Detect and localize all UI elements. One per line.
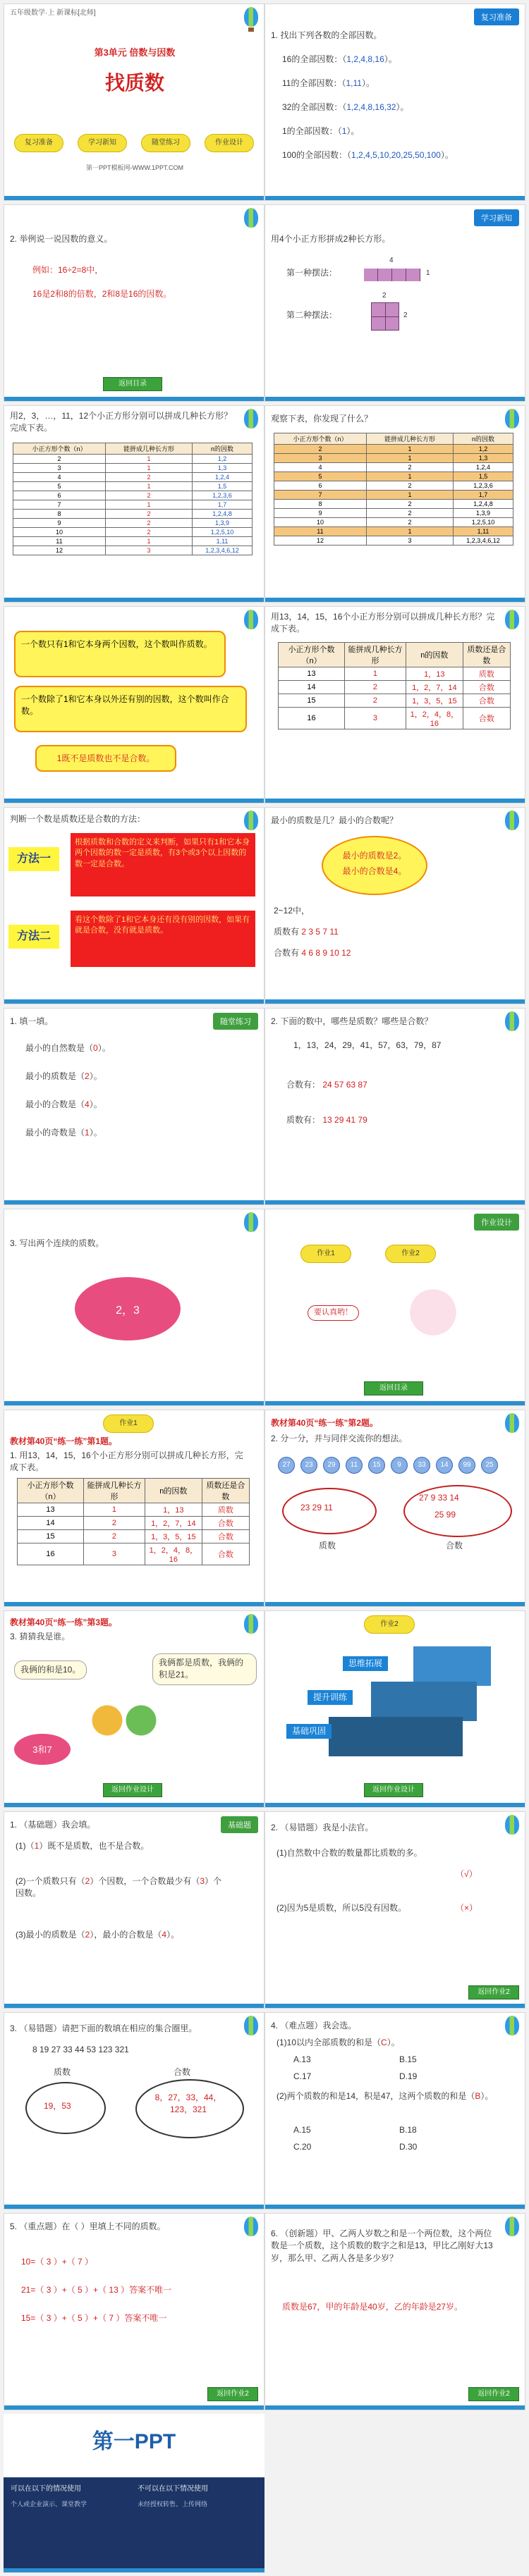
balloon-icon <box>505 811 519 830</box>
slide-smallest <box>264 807 525 1004</box>
key-row-2: 21=（ 3 ）+（ 5 ）+（ 13 ）答案不唯一 <box>21 2285 172 2295</box>
table-header: 能拼成几种长方形 <box>366 433 453 445</box>
table-question: 用2，3，…，11，12个小正方形分别可以拼成几种长方形？完成下表。 <box>10 411 233 433</box>
factor-row: 32的全部因数：（1,2,4,8,16,32）。 <box>282 102 409 112</box>
table-header: 能拼成几种长方形 <box>345 643 406 667</box>
table-row: 14 2 1，2，7，14 合数 <box>279 681 511 694</box>
table-row: 15 2 1，3，5，15 合数 <box>18 1530 250 1543</box>
table-row: 16 3 1，2，4，8，16 合数 <box>279 708 511 729</box>
table-row: 13 1 1，13 质数 <box>18 1503 250 1517</box>
composite-set-values-2: 25 99 <box>434 1510 456 1520</box>
prime-definition: 一个数只有1和它本身两个因数，这个数叫作质数。 <box>14 631 226 677</box>
classify-question: 2. 分一分，并与同伴交流你的想法。 <box>271 1434 408 1443</box>
balloon-icon <box>244 2016 258 2035</box>
rectangle-1x4 <box>364 269 420 281</box>
new-lesson-button[interactable]: 学习新知 <box>78 134 127 152</box>
observe-question: 观察下表，你发现了什么？ <box>271 414 373 424</box>
reminder-bubble: 要认真哟！ <box>308 1305 359 1321</box>
slide-homework-1 <box>4 1410 264 1607</box>
key-row-1: 10=（ 3 ）+（ 7 ） <box>21 2257 94 2267</box>
table-row: 7 1 1,7 <box>274 491 513 500</box>
choose-option[interactable]: D.30 <box>399 2142 418 2152</box>
balloon-icon <box>505 1011 519 1031</box>
choose-item-1: (1)10以内全部质数的和是（C）。 <box>276 2038 400 2047</box>
slide-homework-2-menu <box>264 1610 525 1808</box>
homework-button[interactable]: 作业设计 <box>205 134 254 152</box>
practice-badge: 随堂练习 <box>213 1013 258 1030</box>
slide-choose <box>264 2012 525 2210</box>
table-row: 8 2 1,2,4,8 <box>274 500 513 509</box>
choose-option[interactable]: C.17 <box>293 2071 312 2081</box>
answer-cloud <box>75 1277 181 1341</box>
slide-observe <box>264 405 525 603</box>
rectangle-table <box>13 443 253 555</box>
choose-item-2: (2)两个质数的和是14，积是47，这两个质数的和是（B）。 <box>276 2091 494 2101</box>
table-row: 6 2 1,2,3,6 <box>13 491 253 500</box>
step-basic-button[interactable]: 基础巩固 <box>286 1724 332 1739</box>
slide-table-13-16 <box>264 606 525 803</box>
cover-footer: 第一PPT模板网-WWW.1PPT.COM <box>86 164 183 171</box>
classify-source: 教材第40页“练一练”第2题。 <box>271 1418 379 1428</box>
judge-mark-1: （√） <box>456 1869 478 1879</box>
forbidden-text: 未经授权转售、上传网络 <box>138 2501 208 2508</box>
slide-cover <box>4 4 264 201</box>
method-1-text: 根据质数和合数的定义来判断，如果只有1和它本身两个因数的数一定是质数，有3个或3个以上因数的数一定是合数。 <box>71 833 255 896</box>
innovation-question: 6. （创新题）甲、乙两人岁数之和是一个两位数，这个两位数是一个质数，这个质数的数字之和是13，甲比乙刚好大13岁，那么甲、乙两人各是多少岁？ <box>271 2229 493 2263</box>
slide-practice-3 <box>4 1209 264 1406</box>
slide-homework-menu <box>264 1209 525 1406</box>
speech-sum: 我俩的和是10。 <box>14 1660 87 1680</box>
sets-prime-values: 19，53 <box>44 2101 71 2111</box>
smallest-answer-bubble <box>322 836 427 895</box>
choose-option[interactable]: A.13 <box>293 2054 311 2064</box>
table2-question: 用13，14，15，16个小正方形分别可以拼成几种长方形？完成下表。 <box>271 612 495 634</box>
table-row: 4 2 1,2,4 <box>274 463 513 472</box>
guess-source: 教材第40页“练一练”第3题。 <box>10 1617 118 1627</box>
primes-2-12: 质数有 2 3 5 7 11 <box>274 927 339 937</box>
back-to-menu-button[interactable]: 返回目录 <box>364 1381 423 1395</box>
factor-row: 1的全部因数：（1）。 <box>282 126 360 136</box>
balloon-icon <box>244 811 258 830</box>
fill-row: 最小的合数是（4）。 <box>25 1099 102 1109</box>
basic-item-1: (1)（1）既不是质数，也不是合数。 <box>16 1841 150 1851</box>
number-ball: 23 <box>300 1457 317 1474</box>
prime-set-label: 质数 <box>319 1541 336 1551</box>
factor-row: 16的全部因数：（1,2,4,8,16）。 <box>282 54 397 64</box>
factor-row: 11的全部因数：（1,11）。 <box>282 78 375 88</box>
slide-basic <box>4 1811 264 2009</box>
observe-table <box>274 433 513 546</box>
table-row: 5 1 1,5 <box>13 482 253 491</box>
prime-composite-table <box>278 642 511 729</box>
consecutive-primes-answer: 2，3 <box>116 1305 140 1317</box>
number-ball: 14 <box>436 1457 453 1474</box>
number-ball: 11 <box>346 1457 363 1474</box>
sets-question: 3. （易错题）请把下面的数填在相应的集合圈里。 <box>10 2023 197 2033</box>
judge-item-2: (2)因为5是质数，所以5没有因数。 <box>276 1903 407 1913</box>
practice-2-primes: 质数有： 13 29 41 79 <box>286 1115 367 1125</box>
number-ball: 15 <box>368 1457 385 1474</box>
practice-2-composites: 合数有： 24 57 63 87 <box>286 1080 367 1090</box>
smallest-question: 最小的质数是几？最小的合数呢？ <box>271 815 399 825</box>
table-row: 5 1 1,5 <box>274 472 513 481</box>
table-header: n的因数 <box>193 443 253 455</box>
table-row: 11 1 1,11 <box>274 527 513 536</box>
step-improve-button[interactable]: 提升训练 <box>308 1690 353 1705</box>
balloon-icon <box>505 1413 519 1433</box>
one-note: 1既不是质数也不是合数。 <box>35 745 176 772</box>
rectangle-question: 用4个小正方形拼成2种长方形。 <box>271 234 391 244</box>
sets-composite-label: 合数 <box>174 2067 191 2077</box>
meaning-example-1: 例如：16÷2=8中， <box>32 265 104 275</box>
composite-set-values-1: 27 9 33 14 <box>419 1493 459 1503</box>
table-header: 质数还是合数 <box>202 1479 249 1503</box>
slide-practice-1 <box>4 1008 264 1205</box>
guess-answer: 3和7 <box>32 1744 52 1755</box>
judge-question: 2. （易错题）我是小法官。 <box>271 1823 374 1832</box>
sets-prime-label: 质数 <box>54 2067 71 2077</box>
balloon-icon <box>505 2016 519 2035</box>
slide-innovation <box>264 2213 525 2410</box>
practice-1-question: 1. 填一填。 <box>10 1016 54 1026</box>
choose-option[interactable]: A.15 <box>293 2125 311 2135</box>
homework-1-table <box>17 1478 250 1565</box>
innovation-answer: 质数是67，甲的年龄是40岁，乙的年龄是27岁。 <box>282 2302 463 2312</box>
sets-composite-values: 8，27，33，44，123，321 <box>154 2093 222 2115</box>
slide-key-point <box>4 2213 264 2410</box>
judge-mark-2: （×） <box>456 1903 478 1913</box>
cover-header: 五年级数学·上 新课标[北师] <box>10 9 96 17</box>
slide-new-lesson <box>264 204 525 402</box>
homework-1-question: 1. 用13，14，15，16个小正方形分别可以拼成几种长方形，完成下表。 <box>10 1450 243 1473</box>
slide-sets <box>4 2012 264 2210</box>
homework-1-tag: 作业1 <box>103 1415 154 1433</box>
homework-badge: 作业设计 <box>474 1214 519 1231</box>
slide-guess <box>4 1610 264 1808</box>
fill-row: 最小的自然数是（0）。 <box>25 1043 111 1053</box>
balloon-icon <box>505 1815 519 1835</box>
table-header: 能拼成几种长方形 <box>105 443 192 455</box>
key-row-3: 15=（ 3 ）+（ 5 ）+（ 7 ）答案不唯一 <box>21 2313 167 2323</box>
step-extend-button[interactable]: 思维拓展 <box>343 1656 388 1671</box>
table-row: 4 2 1,2,4 <box>13 473 253 482</box>
back-to-homework-2-button[interactable]: 返回作业2 <box>468 1985 519 1999</box>
method-2-label: 第二种摆法： <box>286 310 338 320</box>
smallest-prime-answer: 最小的质数是2。 <box>342 851 407 861</box>
slide-judge <box>264 1811 525 2009</box>
choose-option[interactable]: D.19 <box>399 2071 418 2081</box>
back-to-homework-2-button[interactable]: 返回作业2 <box>207 2387 258 2401</box>
meaning-example-2: 16是2和8的倍数，2和8是16的因数。 <box>32 289 172 299</box>
table-row: 12 3 1,2,3,4,6,12 <box>13 546 253 555</box>
table-row: 2 1 1,2 <box>13 455 253 464</box>
prime-set-values: 23 29 11 <box>300 1503 333 1512</box>
homework-1-button[interactable]: 作业1 <box>300 1245 351 1263</box>
review-button[interactable]: 复习准备 <box>14 134 63 152</box>
table-row: 2 1 1,2 <box>274 445 513 454</box>
rect2-length: 2 <box>382 292 387 300</box>
table-header: 质数还是合数 <box>463 643 510 667</box>
step-bottom <box>329 1717 463 1756</box>
basic-item-3: (3)最小的质数是（2），最小的合数是（4）。 <box>16 1930 180 1940</box>
choose-option[interactable]: B.18 <box>399 2125 417 2135</box>
table-row: 10 2 1,2,5,10 <box>13 528 253 537</box>
cover-title: 找质数 <box>104 72 164 94</box>
method-2-label-box: 方法二 <box>8 925 59 949</box>
rectangle-2x2 <box>371 302 399 331</box>
allowed-text: 个人或企业演示、课堂教学 <box>11 2501 87 2508</box>
basic-item-2: (2)一个质数只有（2）个因数，一个合数最少有（3）个因数。 <box>16 1876 222 1899</box>
table-row: 8 2 1,2,4,8 <box>13 510 253 519</box>
slide-table-fill <box>4 405 264 603</box>
slide-methods <box>4 807 264 1004</box>
review-question: 1. 找出下列各数的全部因数。 <box>271 30 382 40</box>
slide-factor-meaning <box>4 204 264 402</box>
balloon-icon <box>244 1614 258 1634</box>
choose-option[interactable]: C.20 <box>293 2142 312 2152</box>
cover-unit: 第3单元 倍数与因数 <box>94 47 176 58</box>
balloon-icon <box>244 2217 258 2236</box>
balloon-icon <box>244 409 258 429</box>
fill-row: 最小的奇数是（1）。 <box>25 1128 102 1138</box>
table-row: 14 2 1，2，7，14 合数 <box>18 1517 250 1530</box>
back-to-menu-button[interactable]: 返回目录 <box>103 377 162 391</box>
new-lesson-badge: 学习新知 <box>474 209 519 226</box>
number-ball: 25 <box>481 1457 498 1474</box>
table-header: n的因数 <box>406 643 463 667</box>
allowed-title: 可以在以下的情况使用 <box>11 2485 81 2493</box>
meaning-question: 2. 举例说一说因数的意义。 <box>10 234 113 244</box>
basic-badge: 基础题 <box>221 1816 258 1833</box>
composite-set-label: 合数 <box>446 1541 463 1551</box>
key-question: 5. （重点题）在（ ）里填上不同的质数。 <box>10 2221 166 2231</box>
slide-review <box>264 4 525 201</box>
fill-row: 最小的质数是（2）。 <box>25 1071 102 1081</box>
back-to-homework-button[interactable]: 返回作业设计 <box>103 1783 162 1797</box>
number-ball: 27 <box>278 1457 295 1474</box>
table-row: 3 1 1,3 <box>13 464 253 473</box>
range-label: 2~12中， <box>274 906 310 916</box>
method-2-text: 看这个数除了1和它本身还有没有别的因数，如果有就是合数，没有就是质数。 <box>71 911 255 967</box>
choose-question: 4. （难点题）我会选。 <box>271 2021 357 2030</box>
homework-2-tag: 作业2 <box>364 1615 415 1634</box>
method-1-label-box: 方法一 <box>8 847 59 871</box>
practice-button[interactable]: 随堂练习 <box>141 134 190 152</box>
slide-practice-2 <box>264 1008 525 1205</box>
homework-2-button[interactable]: 作业2 <box>385 1245 436 1263</box>
balloon-icon <box>505 2217 519 2236</box>
table-header: n的因数 <box>454 433 513 445</box>
choose-option[interactable]: B.15 <box>399 2054 417 2064</box>
number-ball: 29 <box>323 1457 340 1474</box>
table-header: 能拼成几种长方形 <box>84 1479 145 1503</box>
composites-2-12: 合数有 4 6 8 9 10 12 <box>274 948 351 958</box>
review-badge: 复习准备 <box>474 8 519 25</box>
practice-3-question: 3. 写出两个连续的质数。 <box>10 1238 104 1248</box>
table-row: 15 2 1，3，5，15 合数 <box>279 694 511 708</box>
practice-2-question: 2. 下面的数中，哪些是质数？哪些是合数？ <box>271 1016 433 1026</box>
table-row: 10 2 1,2,5,10 <box>274 518 513 527</box>
brand-logo: 第一PPT <box>92 2430 176 2453</box>
table-header: 小正方形个数（n） <box>274 433 367 445</box>
composite-definition: 一个数除了1和它本身以外还有别的因数，这个数叫作合数。 <box>14 686 247 732</box>
table-row: 7 1 1,7 <box>13 500 253 510</box>
table-row: 9 2 1,3,9 <box>274 509 513 518</box>
back-to-homework-2-button[interactable]: 返回作业2 <box>468 2387 519 2401</box>
rect2-width: 2 <box>403 312 408 319</box>
rect1-width: 1 <box>426 269 430 277</box>
step-top <box>413 1646 491 1686</box>
table-row: 16 3 1，2，4，8，16 合数 <box>18 1543 250 1565</box>
smallest-composite-answer: 最小的合数是4。 <box>342 865 407 876</box>
table-header: 小正方形个数（n） <box>13 443 106 455</box>
balloon-basket-icon <box>248 27 254 32</box>
balloon-icon <box>505 610 519 629</box>
sets-numbers: 8 19 27 33 44 53 123 321 <box>32 2045 129 2054</box>
cartoon-kids-illustration <box>82 1689 166 1752</box>
table-header: 小正方形个数（n） <box>18 1479 84 1503</box>
table-row: 12 3 1,2,3,4,6,12 <box>274 536 513 546</box>
table-row: 9 2 1,3,9 <box>13 519 253 528</box>
table-header: n的因数 <box>145 1479 202 1503</box>
speech-product: 我俩都是质数，我俩的积是21。 <box>152 1653 257 1685</box>
guess-question: 3. 猜猜我是谁。 <box>10 1632 71 1641</box>
step-middle <box>371 1682 477 1721</box>
balloon-icon <box>244 610 258 629</box>
basic-question: 1. （基础题）我会填。 <box>10 1820 96 1830</box>
guess-answer-cloud <box>14 1734 71 1765</box>
forbidden-title: 不可以在以下情况使用 <box>138 2485 208 2493</box>
slide-brand <box>4 2414 264 2572</box>
balloon-icon <box>244 1212 258 1232</box>
number-ball: 33 <box>413 1457 430 1474</box>
slide-homework-classify <box>264 1410 525 1607</box>
back-to-homework-button[interactable]: 返回作业设计 <box>364 1783 423 1797</box>
number-ball: 9 <box>391 1457 408 1474</box>
method-1-label: 第一种摆法： <box>286 268 338 278</box>
practice-2-numbers: 1，13，24，29，41，57，63，79，87 <box>293 1040 442 1050</box>
methods-question: 判断一个数是质数还是合数的方法： <box>10 814 146 824</box>
table-row: 13 1 1，13 质数 <box>279 667 511 681</box>
judge-item-1: (1)自然数中合数的数量都比质数的多。 <box>276 1848 422 1858</box>
number-ball: 99 <box>458 1457 475 1474</box>
table-row: 11 1 1,11 <box>13 537 253 546</box>
factor-row: 100的全部因数：（1,2,4,5,10,20,25,50,100）。 <box>282 150 454 160</box>
homework-1-source: 教材第40页“练一练”第1题。 <box>10 1436 118 1446</box>
table-row: 6 2 1,2,3,6 <box>274 481 513 491</box>
rect1-length: 4 <box>389 257 394 264</box>
balloon-icon <box>244 7 258 27</box>
balloon-icon <box>505 409 519 429</box>
slide-definitions <box>4 606 264 803</box>
table-row: 3 1 1,3 <box>274 454 513 463</box>
cartoon-illustration <box>391 1287 475 1350</box>
table-header: 小正方形个数（n） <box>279 643 345 667</box>
balloon-icon <box>244 208 258 228</box>
